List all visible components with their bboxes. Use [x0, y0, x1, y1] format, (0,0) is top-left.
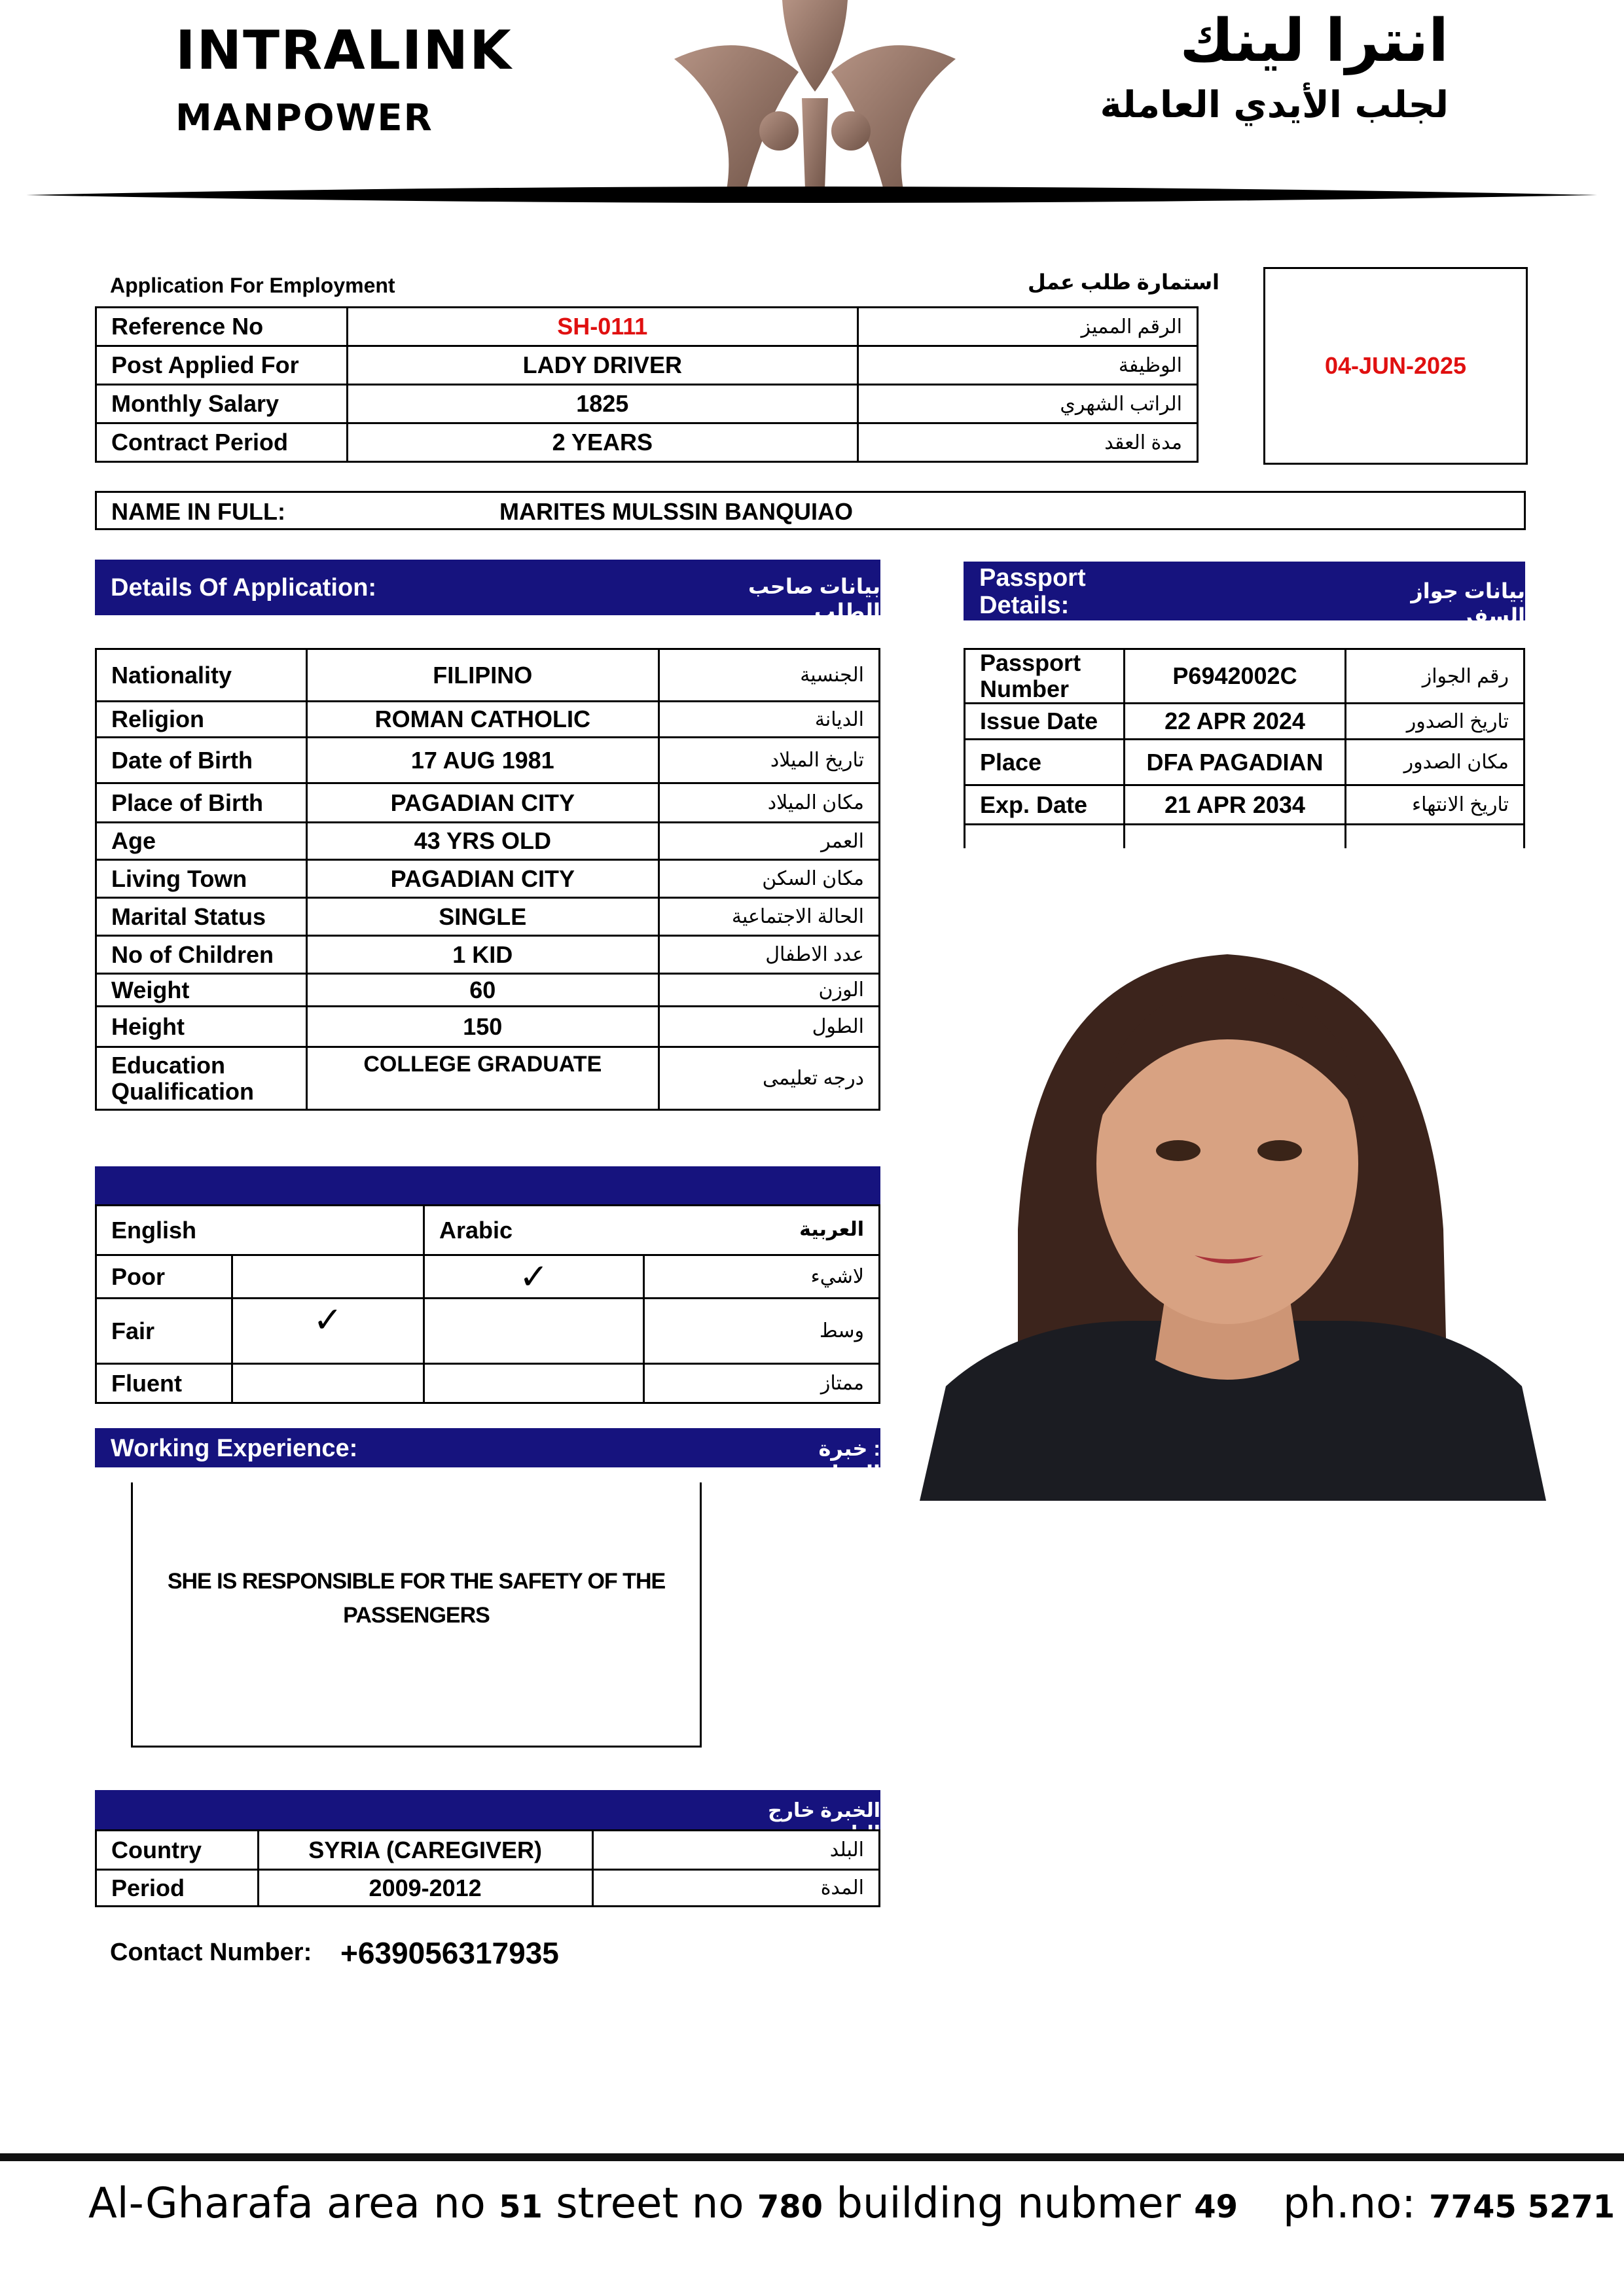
place-label-ar: مكان الصدور [1346, 740, 1525, 785]
age-value: 43 YRS OLD [306, 823, 659, 860]
logo-icon [668, 0, 962, 196]
table-row [96, 423, 1198, 462]
table-row [96, 860, 880, 898]
table-row [96, 974, 880, 1007]
details-table [95, 648, 880, 1111]
building-number: 49 [1194, 2189, 1238, 2225]
table-row [96, 1831, 880, 1870]
marital-label: Marital Status [96, 898, 307, 936]
abroad-header [95, 1790, 880, 1844]
religion-label-ar: الديانة [659, 702, 879, 738]
brand-subtitle-ar: لجلب الأيدي العاملة [1100, 84, 1449, 126]
issue-date-value: 22 APR 2024 [1124, 704, 1346, 740]
passport-number-label-ar: رقم الجواز [1346, 649, 1525, 704]
living-town-value: PAGADIAN CITY [306, 860, 659, 898]
nationality-label: Nationality [96, 649, 307, 702]
footer-divider [0, 2153, 1624, 2161]
experience-header [95, 1428, 880, 1485]
post-value: LADY DRIVER [347, 346, 857, 385]
contract-value: 2 YEARS [347, 423, 857, 462]
experience-title-ar: : خبرة العمل [818, 1437, 880, 1485]
table-row [96, 738, 880, 783]
address-part: Al-Gharafa area no [88, 2179, 499, 2228]
height-label: Height [96, 1007, 307, 1047]
full-name-label: NAME IN FULL: [111, 498, 285, 525]
table-row [96, 385, 1198, 423]
english-header: English [96, 1206, 424, 1255]
arabic-header-label: Arabic [439, 1216, 513, 1244]
empty-cell [965, 825, 1125, 848]
pob-value: PAGADIAN CITY [306, 783, 659, 823]
reference-value: SH-0111 [347, 308, 857, 346]
footer-phone [1283, 2179, 1615, 2228]
table-row [965, 740, 1525, 785]
address-part: street no [542, 2179, 757, 2228]
table-row [96, 898, 880, 936]
table-row [96, 649, 880, 702]
contract-label: Contract Period [96, 423, 348, 462]
english-fluent-cell [232, 1364, 424, 1403]
poor-label-ar: لاشيء [643, 1255, 879, 1299]
experience-description: SHE IS RESPONSIBLE FOR THE SAFETY OF THE PASSENGERS [167, 1569, 666, 1628]
salary-label: Monthly Salary [96, 385, 348, 423]
country-label-ar: البلد [592, 1831, 879, 1870]
details-header [95, 560, 880, 623]
details-title-ar: بيانات صاحب الطلب [748, 575, 880, 623]
education-label-ar: درجه تعليمى [659, 1047, 879, 1110]
table-row [96, 1255, 880, 1299]
table-row [96, 1206, 880, 1255]
exp-date-label-ar: تاريخ الانتهاء [1346, 785, 1525, 825]
country-value: SYRIA (CAREGIVER) [258, 1831, 592, 1870]
table-row [96, 1870, 880, 1907]
issue-date-label: Issue Date [965, 704, 1125, 740]
table-row [96, 783, 880, 823]
table-row [96, 1299, 880, 1364]
table-row [96, 1047, 880, 1110]
salary-value: 1825 [347, 385, 857, 423]
fair-label-ar: وسط [643, 1299, 879, 1364]
table-row [965, 785, 1525, 825]
living-town-label-ar: مكان السكن [659, 860, 879, 898]
languages-header [95, 1166, 880, 1204]
nationality-label-ar: الجنسية [659, 649, 879, 702]
dob-label: Date of Birth [96, 738, 307, 783]
arabic-fair-cell [424, 1299, 643, 1364]
period-label-ar: المدة [592, 1870, 879, 1907]
passport-title-ar: بيانات جواز السفر [1411, 579, 1525, 628]
fluent-label-ar: ممتاز [643, 1364, 879, 1403]
languages-table [95, 1204, 880, 1404]
reference-label-ar: الرقم المميز [857, 308, 1197, 346]
fluent-label: Fluent [96, 1364, 232, 1403]
age-label-ar: العمر [659, 823, 879, 860]
period-label: Period [96, 1870, 259, 1907]
experience-title-en: Working Experience: [111, 1435, 358, 1462]
poor-label: Poor [96, 1255, 232, 1299]
passport-number-label: Passport Number [965, 649, 1125, 704]
place-value: DFA PAGADIAN [1124, 740, 1346, 785]
reference-label: Reference No [96, 308, 348, 346]
marital-value: SINGLE [306, 898, 659, 936]
table-row [96, 702, 880, 738]
arabic-fluent-cell [424, 1364, 643, 1403]
marital-label-ar: الحالة الاجتماعية [659, 898, 879, 936]
applicant-photo [920, 889, 1546, 1501]
table-row [96, 936, 880, 974]
pob-label: Place of Birth [96, 783, 307, 823]
passport-number-value: P6942002C [1124, 649, 1346, 704]
application-title-en: Application For Employment [110, 274, 395, 297]
dob-label-ar: تاريخ الميلاد [659, 738, 879, 783]
details-title-en: Details Of Application: [111, 574, 377, 601]
application-title-ar: استمارة طلب عمل [1028, 270, 1220, 294]
brand-name-ar: انترا لينك [1180, 7, 1449, 75]
children-label: No of Children [96, 936, 307, 974]
religion-label: Religion [96, 702, 307, 738]
contract-label-ar: مدة العقد [857, 423, 1197, 462]
footer-address [88, 2179, 1238, 2228]
brand-subtitle-en: MANPOWER [175, 97, 433, 139]
pob-label-ar: مكان الميلاد [659, 783, 879, 823]
children-label-ar: عدد الاطفال [659, 936, 879, 974]
abroad-table [95, 1829, 880, 1907]
table-row [96, 823, 880, 860]
street-number: 780 [757, 2189, 823, 2225]
post-label: Post Applied For [96, 346, 348, 385]
education-label: Education Qualification [96, 1047, 307, 1110]
salary-label-ar: الراتب الشهري [857, 385, 1197, 423]
period-value: 2009-2012 [258, 1870, 592, 1907]
full-name-box [95, 491, 1526, 530]
fair-label: Fair [96, 1299, 232, 1364]
age-label: Age [96, 823, 307, 860]
education-value: COLLEGE GRADUATE [306, 1047, 659, 1110]
children-value: 1 KID [306, 936, 659, 974]
address-part: building nubmer [823, 2179, 1195, 2228]
table-row [965, 649, 1525, 704]
english-poor-cell [232, 1255, 424, 1299]
phone-number: 7745 5271 [1429, 2189, 1615, 2225]
exp-date-value: 21 APR 2034 [1124, 785, 1346, 825]
arabic-header-label-ar: العربية [799, 1219, 864, 1240]
contact-label: Contact Number: [110, 1939, 312, 1966]
table-row [965, 825, 1525, 848]
dob-value: 17 AUG 1981 [306, 738, 659, 783]
country-label: Country [96, 1831, 259, 1870]
table-row [96, 1007, 880, 1047]
header-divider [26, 185, 1597, 204]
phone-label: ph.no: [1283, 2179, 1430, 2228]
date-box [1263, 267, 1528, 465]
weight-value: 60 [306, 974, 659, 1007]
height-value: 150 [306, 1007, 659, 1047]
table-row [96, 1364, 880, 1403]
brand-name-en: INTRALINK [175, 20, 513, 82]
experience-box [131, 1482, 702, 1748]
weight-label: Weight [96, 974, 307, 1007]
english-fair-check: ✓ [232, 1299, 424, 1364]
application-table [95, 306, 1199, 463]
nationality-value: FILIPINO [306, 649, 659, 702]
religion-value: ROMAN CATHOLIC [306, 702, 659, 738]
passport-table [964, 648, 1525, 848]
issue-date-label-ar: تاريخ الصدور [1346, 704, 1525, 740]
application-date: 04-JUN-2025 [1324, 352, 1467, 379]
weight-label-ar: الوزن [659, 974, 879, 1007]
passport-header [964, 562, 1525, 628]
table-row [96, 308, 1198, 346]
empty-cell [1124, 825, 1346, 848]
table-row [965, 704, 1525, 740]
arabic-header [424, 1206, 879, 1255]
area-number: 51 [499, 2189, 543, 2225]
empty-cell [1346, 825, 1525, 848]
height-label-ar: الطول [659, 1007, 879, 1047]
contact-number: +639056317935 [340, 1936, 559, 1970]
exp-date-label: Exp. Date [965, 785, 1125, 825]
place-label: Place [965, 740, 1125, 785]
abroad-title-ar: الخبرة خارج البلد [768, 1800, 880, 1844]
table-row [96, 346, 1198, 385]
living-town-label: Living Town [96, 860, 307, 898]
passport-title-en: Passport Details: [979, 564, 1086, 619]
arabic-poor-check: ✓ [424, 1255, 643, 1299]
post-label-ar: الوظيفة [857, 346, 1197, 385]
full-name-value: MARITES MULSSIN BANQUIAO [499, 498, 853, 525]
